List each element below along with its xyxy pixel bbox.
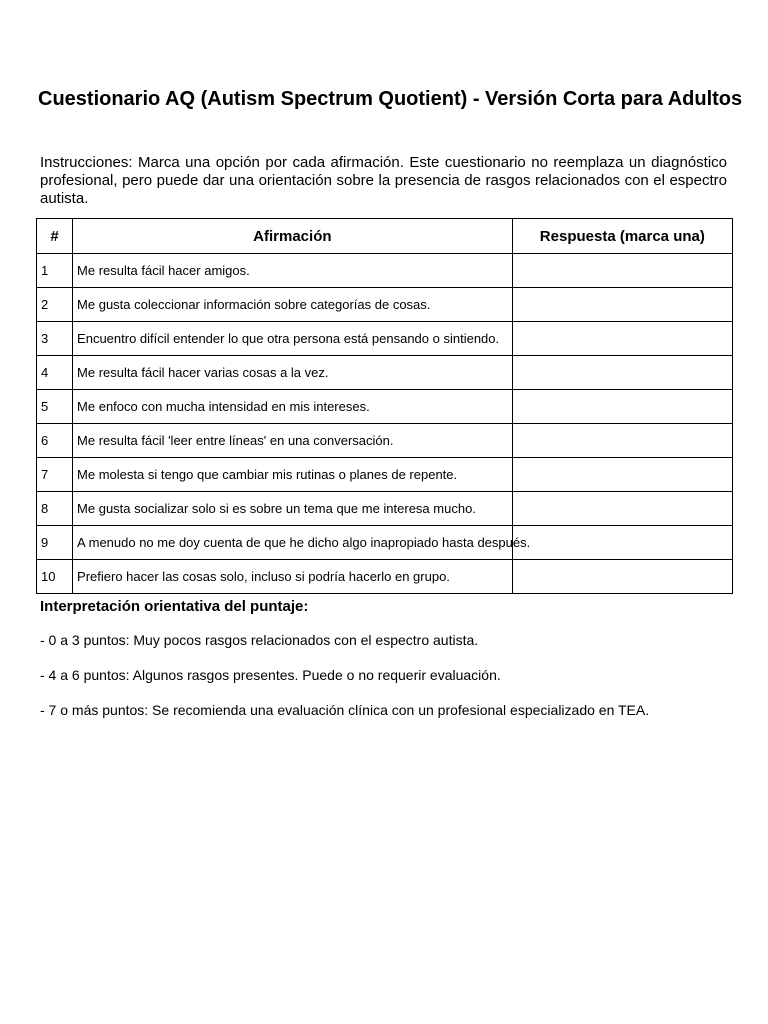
row-statement: Me gusta coleccionar información sobre categorías de cosas. bbox=[73, 288, 513, 322]
row-number: 6 bbox=[37, 424, 73, 458]
row-number: 10 bbox=[37, 560, 73, 594]
row-number: 8 bbox=[37, 492, 73, 526]
response-cell[interactable] bbox=[512, 424, 732, 458]
response-cell[interactable] bbox=[512, 526, 732, 560]
row-statement: A menudo no me doy cuenta de que he dicho algo inapropiado hasta después. bbox=[73, 526, 513, 560]
row-statement: Prefiero hacer las cosas solo, incluso si podría hacerlo en grupo. bbox=[73, 560, 513, 594]
response-cell[interactable] bbox=[512, 492, 732, 526]
document-title: Cuestionario AQ (Autism Spectrum Quotient) - Versión Corta para Adultos bbox=[38, 88, 743, 110]
scoring-item-medium: - 4 a 6 puntos: Algunos rasgos presentes. Puede o no requerir evaluación. bbox=[40, 667, 501, 683]
row-number: 7 bbox=[37, 458, 73, 492]
header-statement: Afirmación bbox=[73, 219, 513, 254]
scoring-item-high: - 7 o más puntos: Se recomienda una evaluación clínica con un profesional especializado en TEA. bbox=[40, 702, 650, 718]
scoring-item-low: - 0 a 3 puntos: Muy pocos rasgos relacionados con el espectro autista. bbox=[40, 632, 479, 648]
row-statement: Me molesta si tengo que cambiar mis rutinas o planes de repente. bbox=[73, 458, 513, 492]
row-statement: Encuentro difícil entender lo que otra persona está pensando o sintiendo. bbox=[73, 322, 513, 356]
response-cell[interactable] bbox=[512, 390, 732, 424]
response-cell[interactable] bbox=[512, 322, 732, 356]
response-cell[interactable] bbox=[512, 356, 732, 390]
row-statement: Me resulta fácil hacer varias cosas a la vez. bbox=[73, 356, 513, 390]
response-cell[interactable] bbox=[512, 254, 732, 288]
row-number: 1 bbox=[37, 254, 73, 288]
table-row bbox=[37, 322, 733, 356]
row-number: 2 bbox=[37, 288, 73, 322]
scoring-heading: Interpretación orientativa del puntaje: bbox=[40, 598, 309, 615]
row-number: 5 bbox=[37, 390, 73, 424]
row-statement: Me enfoco con mucha intensidad en mis intereses. bbox=[73, 390, 513, 424]
header-response: Respuesta (marca una) bbox=[512, 219, 732, 254]
response-cell[interactable] bbox=[512, 458, 732, 492]
row-number: 4 bbox=[37, 356, 73, 390]
table-row bbox=[37, 254, 733, 288]
questionnaire-table bbox=[36, 218, 733, 594]
table-row bbox=[37, 458, 733, 492]
table-row bbox=[37, 492, 733, 526]
row-statement: Me gusta socializar solo si es sobre un tema que me interesa mucho. bbox=[73, 492, 513, 526]
response-cell[interactable] bbox=[512, 288, 732, 322]
row-number: 3 bbox=[37, 322, 73, 356]
table-row bbox=[37, 560, 733, 594]
table-row bbox=[37, 356, 733, 390]
table-row bbox=[37, 424, 733, 458]
row-statement: Me resulta fácil hacer amigos. bbox=[73, 254, 513, 288]
table-header-row bbox=[37, 219, 733, 254]
header-number: # bbox=[37, 219, 73, 254]
instructions-paragraph: Instrucciones: Marca una opción por cada afirmación. Este cuestionario no reemplaza un diagnóstico profesional, pero puede dar una orientación sobre la presencia de rasgos relacionados con el espectro autista. bbox=[40, 154, 727, 207]
table-row bbox=[37, 390, 733, 424]
row-statement: Me resulta fácil 'leer entre líneas' en una conversación. bbox=[73, 424, 513, 458]
row-number: 9 bbox=[37, 526, 73, 560]
table-row bbox=[37, 526, 733, 560]
table-row bbox=[37, 288, 733, 322]
response-cell[interactable] bbox=[512, 560, 732, 594]
